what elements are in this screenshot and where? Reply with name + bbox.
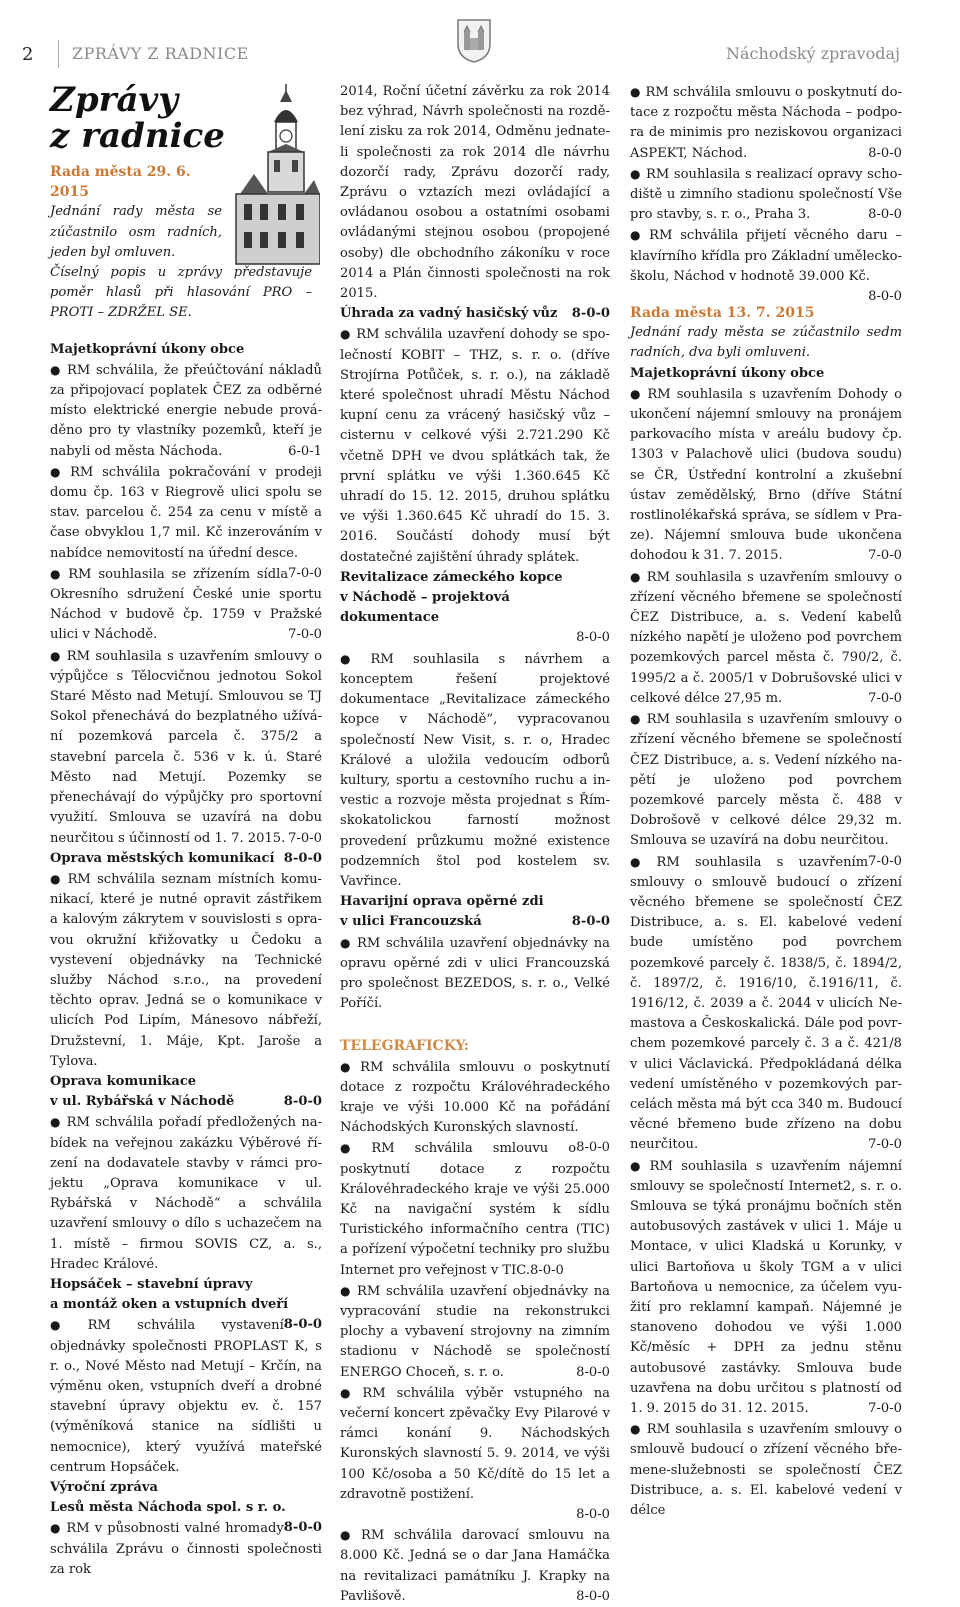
vote-result: 8-0-0	[576, 1140, 610, 1156]
vote-result: 8-0-0	[283, 1317, 322, 1333]
meeting-date: Rada města 29. 6. 2015	[50, 164, 191, 201]
resolution-item: ● RM souhlasila se zřízením sídla Okresního sdružení České unie sportu Náchod v budově čp. 1759 v Pražské ulici v Náchodě. 7-0-0	[50, 564, 322, 646]
column-3	[630, 82, 902, 1521]
section-heading: Hopsáček – stavební úpravy	[50, 1276, 253, 1292]
section-heading: Havarijní oprava opěrné zdi	[340, 894, 544, 910]
resolution-item: ● RM schválila smlouvu o poskytnutí dotace z rozpočtu Královéhradeckého kraje ve výši 10.000 Kč na pořádání Náchodských Kuronských slavností. 8-0-0	[340, 1057, 610, 1139]
vote-result: 8-0-0	[868, 289, 902, 305]
column-1	[50, 82, 322, 1580]
section-title: ZPRÁVY Z RADNICE	[72, 44, 249, 63]
vote-result: 8-0-0	[868, 145, 902, 161]
vote-result: 8-0-0	[576, 1588, 610, 1604]
vote-result: 8-0-0	[571, 914, 610, 930]
resolution-item: ● RM souhlasila s uzavřením smlouvy o smlouvě budoucí o zřízení věcného břemene se společností ČEZ Distribuce, a. s. El. kabelové vedení bude umístěno pod povrchem pozemkové parcely č. 1838/5, č. 1894/2, č. 1897/2, č. 1916/10, č.1916/11, č. 1916/12, č. 2039 a č. 2044 v ulicích Nemastova a Českoskalická. Dále pod povrchem pozemkové parcely č. 3 a č. 421/8 v ulici Václavická. Předpokládaná délka vedení umístěného v pozemkových parcelách města má být cca 340 m. Budoucí věcné břemeno bude zřízeno na dobu neurčitou. 7-0-0	[630, 852, 902, 1156]
resolution-item: ● RM schválila smlouvu o poskytnutí dotace z rozpočtu Královéhradeckého kraje ve výši 25.000 Kč na navigační systém k sídlu Turistického informačního centra (TIC) a pořízení výpočetní techniky pro službu Internet pro veřejnost v TIC.8-0-0	[340, 1138, 610, 1280]
section-heading: v ulici Francouzská 8-0-0	[340, 912, 610, 932]
vote-result: 7-0-0	[868, 853, 902, 869]
resolution-item: ● RM schválila pořadí předložených nabídek na veřejnou zakázku Výběrové řízení na dodavatele stavby v rámci projektu „Oprava komunikace v ul. Rybářská v Náchodě“ a schválila uzavření smlouvy o dílo s uchazečem na 1. místě – firmou SOVIS CZ, a. s., Hradec Králové.	[50, 1112, 322, 1275]
title-line-1: Zprávy	[50, 80, 179, 120]
section-heading: Výroční zpráva	[50, 1480, 158, 1495]
vote-result: 7-0-0	[868, 1401, 902, 1416]
resolution-item: ● RM souhlasila s uzavřením nájemní smlouvy se společností Internet2, s. r. o. Smlouva se týká pronájmu bočních stěn autobusových zastávek v ulici 1. Máje u Montace, v ulici Kladská u Korunky, v ulici Bartoňova u školy TGM a v ulici Bartoňova u nemocnice, za účelem využití pro reklamní kampaň. Nájemné je stanoveno dohodou ve výši 1.000 Kč/měsíc + DPH za jednu stěnu autobusové zastávky. Smlouva bude uzavřena na dobu určitou s platností od 1. 9. 2015 do 31. 12. 2015. 7-0-0	[630, 1156, 902, 1420]
section-heading: Oprava komunikace	[50, 1073, 197, 1089]
vote-result: 8-0-0	[283, 850, 322, 866]
resolution-item: ● RM souhlasila s uzavřením Dohody o ukončení nájemní smlouvy na pronájem parkovacího místa v areálu budovy čp. 1303 v Palachově ulici (budova soudu) se ČR, Ústřední kontrolní a zkušební ústav zemědělský, Brno (dříve Státní rostlinolékařská správa, se sídlem v Praze). Nájemní smlouva bude ukončena dohodou k 31. 7. 2015. 7-0-0	[630, 384, 902, 567]
vote-result: 8-0-0	[283, 1520, 322, 1536]
resolution-item: ● RM schválila smlouvu o poskytnutí dotace z rozpočtu města Náchoda – podpora de minimis pro neziskovou organizaci ASPEKT, Náchod. 8-0-0	[630, 82, 902, 164]
city-crest-icon	[456, 18, 492, 64]
section-heading: Lesů města Náchoda spol. s r. o. 8-0-0	[50, 1498, 322, 1518]
resolution-item: ● RM schválila vystavení objednávky společnosti PROPLAST K, s r. o., Nové Město nad Metují – Krčín, na výměnu oken, vstupních dveří a drobné stavební úpravy objektu ev. č. 157 (výměníková stanice na sídlišti u nemocnice), který využívá mateřské centrum Hopsáček.	[50, 1315, 322, 1478]
publication-name: Náchodský zpravodaj	[726, 44, 900, 63]
resolution-item: ● RM souhlasila s uzavřením smlouvy o výpůjčce s Tělocvičnou jednotou Sokol Staré Město nad Metují. Smlouvou se TJ Sokol přenechává do bezplatného užívání pozemková parcela č. 375/2 a stavební parcela č. 536 v k. ú. Staré Město nad Metují. Pozemky se přenechávají do výpůjčky pro sportovní využití. Smlouva se uzavírá na dobu neurčitou s účinností od 1. 7. 2015. 7-0-0	[50, 646, 322, 849]
page-number: 2	[22, 44, 34, 65]
vote-result: 8-0-0	[576, 1364, 610, 1380]
resolution-item: ● RM souhlasila s realizací opravy schodiště u zimního stadionu společností Vše pro stavby, s. r. o., Praha 3. 8-0-0	[630, 164, 902, 226]
vote-result: 8-0-0	[576, 1507, 610, 1523]
vote-result: 8-0-0	[283, 1094, 322, 1110]
section-heading: Oprava městských komunikací 8-0-0	[50, 849, 322, 869]
vote-result: 7-0-0	[288, 565, 322, 581]
section-heading: Majetkoprávní úkony obce	[50, 341, 245, 357]
resolution-item: ● RM schválila uzavření objednávky na vypracování studie na rekonstrukci plochy a vybavení strojovny na zimním stadionu v Náchodě se společností ENERGO Choceň, s. r. o. 8-0-0	[340, 1281, 610, 1383]
resolution-item: ● RM schválila uzavření objednávky na opravu opěrné zdi v ulici Francouzská pro společnost BEZEDOS, s. r. o., Velké Poříčí.	[340, 933, 610, 1015]
intro-votes: Číselný popis u zprávy představuje poměr hlasů při hlasování PRO – PROTI – ZDRŽEL SE.	[50, 265, 312, 321]
resolution-item: ● RM schválila, že přeúčtování nákladů za připojovací poplatek ČEZ za odběrné místo elektrické energie nebude prováděno pro ty vlastníky pozemků, kteří je nabyli od města Náchoda. 6-0-1	[50, 360, 322, 462]
vote-result: 7-0-0	[288, 830, 322, 846]
section-heading: a montáž oken a vstupních dveří 8-0-0	[50, 1295, 322, 1315]
resolution-item: ● RM schválila výběr vstupného na večerní koncert zpěvačky Evy Pilarové v rámci konání 9. Náchodských Kuronských slavností 5. 9. 2014, ve výši 100 Kč/osoba a 50 Kč/dítě do 15 let a zdravotně postižení.	[340, 1383, 610, 1505]
header-divider	[58, 40, 59, 68]
meeting-date: Rada města 13. 7. 2015	[630, 305, 815, 322]
title-line-2: z radnice	[50, 116, 225, 156]
resolution-item: ● RM schválila přijetí věcného daru – klavírního křídla pro Základní umělecko školu, Náchod v hodnotě 39.000 Kč. 8-0-0	[630, 225, 902, 287]
section-heading: Úhrada za vadný hasičský vůz 8-0-0	[340, 304, 610, 324]
vote-result: 7-0-0	[868, 548, 902, 564]
vote-result: 8-0-0	[576, 630, 610, 646]
page-header	[0, 0, 960, 74]
resolution-item: ● RM v působnosti valné hromady schválila Zprávu o činnosti společnosti za rok	[50, 1518, 322, 1580]
resolution-item: ● RM schválila uzavření dohody se společností KOBIT – THZ, s. r. o. (dříve Strojírna Potůček, s. r. o.), na základě které společnost uhradí Městu Náchod kupní cenu za vrácený hasičský vůz – cisternu v celkové výši 2.721.290 Kč včetně DPH ve dvou splátkách tak, že první splátku ve výši 1.360.645 Kč uhradí do 15. 12. 2015, druhou splátku ve výši 1.360.645 Kč uhradí do 15. 3. 2016. Součástí dohody musí být dostatečné zajištění úhrady splátek.	[340, 324, 610, 567]
resolution-item: ● RM schválila seznam místních komunikací, které je nutné opravit zástřikem a kalovým zákrytem v souvislosti s opravou okružní křižovatky u Čedoku a vystevení objednávky na Technické služby Náchod s.r.o., na provedení těchto oprav. Jedná se o komunikace v ulicích Pod Lipím, Mánesovo nábřeží, Družstevní, 1. Máje, Kpt. Jaroše a Tylova.	[50, 869, 322, 1072]
vote-result: 7-0-0	[868, 1137, 902, 1153]
intro-attendance: Jednání rady města se zúčastnilo sedm radních, dva byli omluveni.	[630, 325, 902, 361]
vote-result: 8-0-0	[530, 1262, 564, 1278]
section-heading: Majetkoprávní úkony obce	[630, 365, 825, 381]
resolution-item: ● RM schválila darovací smlouvu na 8.000 Kč. Jedná se o dar Jana Hamáčka na revitalizaci památníku J. Krapky na Pavlišově. 8-0-0	[340, 1525, 610, 1607]
paragraph-continued: 2014, Roční účetní závěrku za rok 2014 bez výhrad, Návrh společnosti na rozdělení zisku za rok 2014, Odměnu jednateli společnosti za rok 2014 dle návrhu dozorčí rady, Zprávu dozorčí rady, Zprávu o vztazích mezi ovládající a ovládanou osobou a ostatními osobami ovládanými stejnou osobou (propojené osoby) dle obchodního zákoníku v roce 2014 a Plán činnosti společnosti na rok 2015.	[340, 84, 610, 302]
vote-result: 7-0-0	[868, 690, 902, 706]
telegraph-heading: TELEGRAFICKY:	[340, 1038, 469, 1055]
section-heading: v ul. Rybářská v Náchodě 8-0-0	[50, 1092, 322, 1112]
resolution-item: ● RM souhlasila s uzavřením smlouvy o zřízení věcného břemene se společností ČEZ Distribuce, a. s. Vedení nízkého napětí je uloženo pod povrchem pozemkové parcely města č. 488 v Dobrošově v celkové délce 29,32 m. Smlouva se uzavírá na dobu neurčitou. 7-0-0	[630, 709, 902, 851]
resolution-item: ● RM souhlasila s uzavřením smlouvy o zřízení věcného břemene se společností ČEZ Distribuce, a. s. Vedení kabelů nízkého napětí je uloženo pod povrchem pozemkových parcel města č. 790/2, č. 1995/2 a č. 2005/1 v Dobrušovské ulici v celkové délce 27,95 m. 7-0-0	[630, 567, 902, 709]
resolution-item: ● RM schválila pokračování v prodeji domu čp. 163 v Riegrově ulici spolu se stav. parcelou č. 254 za cenu v místě a čase obvyklou 1,7 mil. Kč inzerováním v nabídce nemovitostí na úřední desce. 7-0-0	[50, 462, 322, 564]
resolution-item: ● RM souhlasila s uzavřením smlouvy o smlouvě budoucí o zřízení věcného břemene-služebnosti se společností ČEZ Distribuce, a. s. El. kabelové vedení v délce	[630, 1419, 902, 1521]
resolution-item: ● RM souhlasila s návrhem a konceptem řešení projektové dokumentace „Revitalizace zámeckého kopce v Náchodě“, vypracovanou společností New Visit, s. r. o, Hradec Králové a uložila vedoucím odborů kultury, sportu a cestovního ruchu a investic a rozvoje města projednat s Římskokatolickou farností možnost provedení průzkumu možné existence podzemních štol pod kostelem sv. Vavřince.	[340, 649, 610, 892]
vote-result: 8-0-0	[571, 306, 610, 322]
vote-result: 7-0-0	[288, 627, 322, 643]
section-heading: v Náchodě – projektová dokumentace	[340, 590, 510, 626]
vote-result: 6-0-1	[288, 443, 322, 459]
vote-result: 8-0-0	[868, 207, 902, 223]
section-heading: Revitalizace zámeckého kopce	[340, 569, 563, 585]
intro-attendance: Jednání rady města se zúčastnilo osm radních, jeden byl omluven.	[50, 204, 222, 260]
town-hall-tower-illustration	[230, 82, 320, 267]
column-2	[340, 82, 610, 1607]
